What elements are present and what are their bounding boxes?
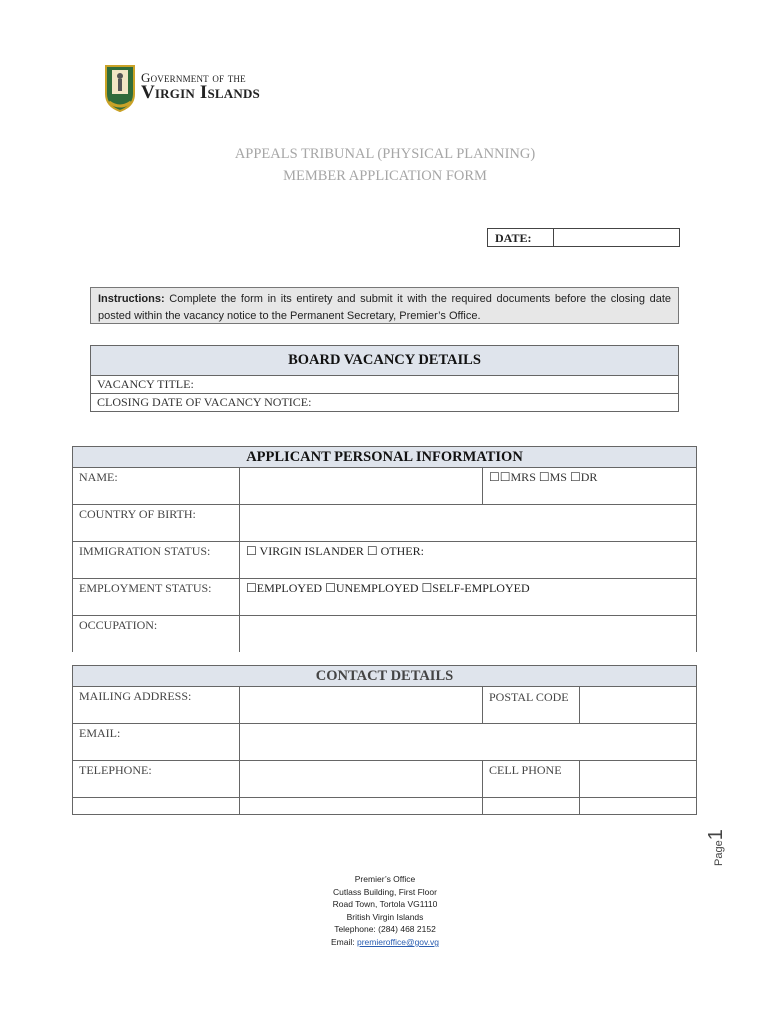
employment-status-options[interactable]: ☐EMPLOYED ☐UNEMPLOYED ☐SELF-EMPLOYED: [240, 579, 697, 616]
telephone-field[interactable]: [240, 761, 483, 798]
closing-date-field[interactable]: CLOSING DATE OF VACANCY NOTICE:: [91, 394, 679, 412]
board-vacancy-header: BOARD VACANCY DETAILS: [91, 346, 679, 376]
occupation-label: OCCUPATION:: [73, 616, 240, 653]
name-field[interactable]: [240, 468, 483, 505]
instructions-box: [90, 287, 679, 324]
vacancy-title-field[interactable]: VACANCY TITLE:: [91, 376, 679, 394]
cell-phone-field[interactable]: [580, 761, 697, 798]
extra-row-cell[interactable]: [483, 798, 580, 815]
country-of-birth-label: COUNTRY OF BIRTH:: [73, 505, 240, 542]
instructions-text: Complete the form in its entirety and submit it with the required documents before the closing date posted within the vacancy notice to the Permanent Secretary, Premier’s Office.: [98, 293, 671, 322]
instructions-bold: Instructions:: [98, 293, 165, 305]
email-field[interactable]: [240, 724, 697, 761]
occupation-field[interactable]: [240, 616, 697, 653]
mailing-address-field[interactable]: [240, 687, 483, 724]
form-title-line2: MEMBER APPLICATION FORM: [283, 168, 487, 184]
telephone-label: TELEPHONE:: [73, 761, 240, 798]
postal-code-field[interactable]: [580, 687, 697, 724]
employment-status-label: EMPLOYMENT STATUS:: [73, 579, 240, 616]
government-logo: [103, 64, 268, 114]
personal-info-header: APPLICANT PERSONAL INFORMATION: [73, 447, 697, 468]
footer-line: Telephone: (284) 468 2152: [334, 924, 436, 935]
footer-address: [0, 873, 770, 949]
extra-row-cell[interactable]: [73, 798, 240, 815]
date-field[interactable]: [554, 229, 679, 246]
footer-line: Cutlass Building, First Floor: [333, 886, 437, 897]
contact-details-header: CONTACT DETAILS: [73, 666, 697, 687]
email-label: EMAIL:: [73, 724, 240, 761]
mailing-address-label: MAILING ADDRESS:: [73, 687, 240, 724]
footer-line: British Virgin Islands: [346, 911, 424, 922]
board-vacancy-table: [90, 345, 679, 412]
contact-details-table: [72, 665, 697, 815]
name-label: NAME:: [73, 468, 240, 505]
footer-email-line: [0, 936, 770, 949]
coat-of-arms-icon: [103, 64, 137, 112]
page-word: Page: [713, 840, 725, 866]
extra-row-cell[interactable]: [580, 798, 697, 815]
page-number-value: 1: [705, 829, 727, 841]
title-checkboxes[interactable]: ☐☐MRS ☐MS ☐DR: [483, 468, 697, 505]
country-of-birth-field[interactable]: [240, 505, 697, 542]
footer-line: Road Town, Tortola VG1110: [332, 899, 438, 910]
logo-line2: Virgin Islands: [141, 82, 260, 103]
form-title-line1: APPEALS TRIBUNAL (PHYSICAL PLANNING): [234, 146, 536, 162]
immigration-status-label: IMMIGRATION STATUS:: [73, 542, 240, 579]
date-label: DATE:: [488, 229, 554, 246]
cell-phone-label: CELL PHONE: [483, 761, 580, 798]
personal-info-table: [72, 446, 697, 652]
footer-line: Premier’s Office: [354, 874, 416, 884]
logo-line1: Government of the: [141, 70, 246, 85]
page-number: [705, 829, 728, 866]
date-box: [487, 228, 680, 247]
footer-email-prefix: Email:: [330, 936, 357, 947]
footer-email-link[interactable]: premieroffice@gov.vg: [356, 936, 439, 947]
postal-code-label: POSTAL CODE: [483, 687, 580, 724]
immigration-status-options[interactable]: ☐ VIRGIN ISLANDER ☐ OTHER:: [240, 542, 697, 579]
extra-row-cell[interactable]: [240, 798, 483, 815]
